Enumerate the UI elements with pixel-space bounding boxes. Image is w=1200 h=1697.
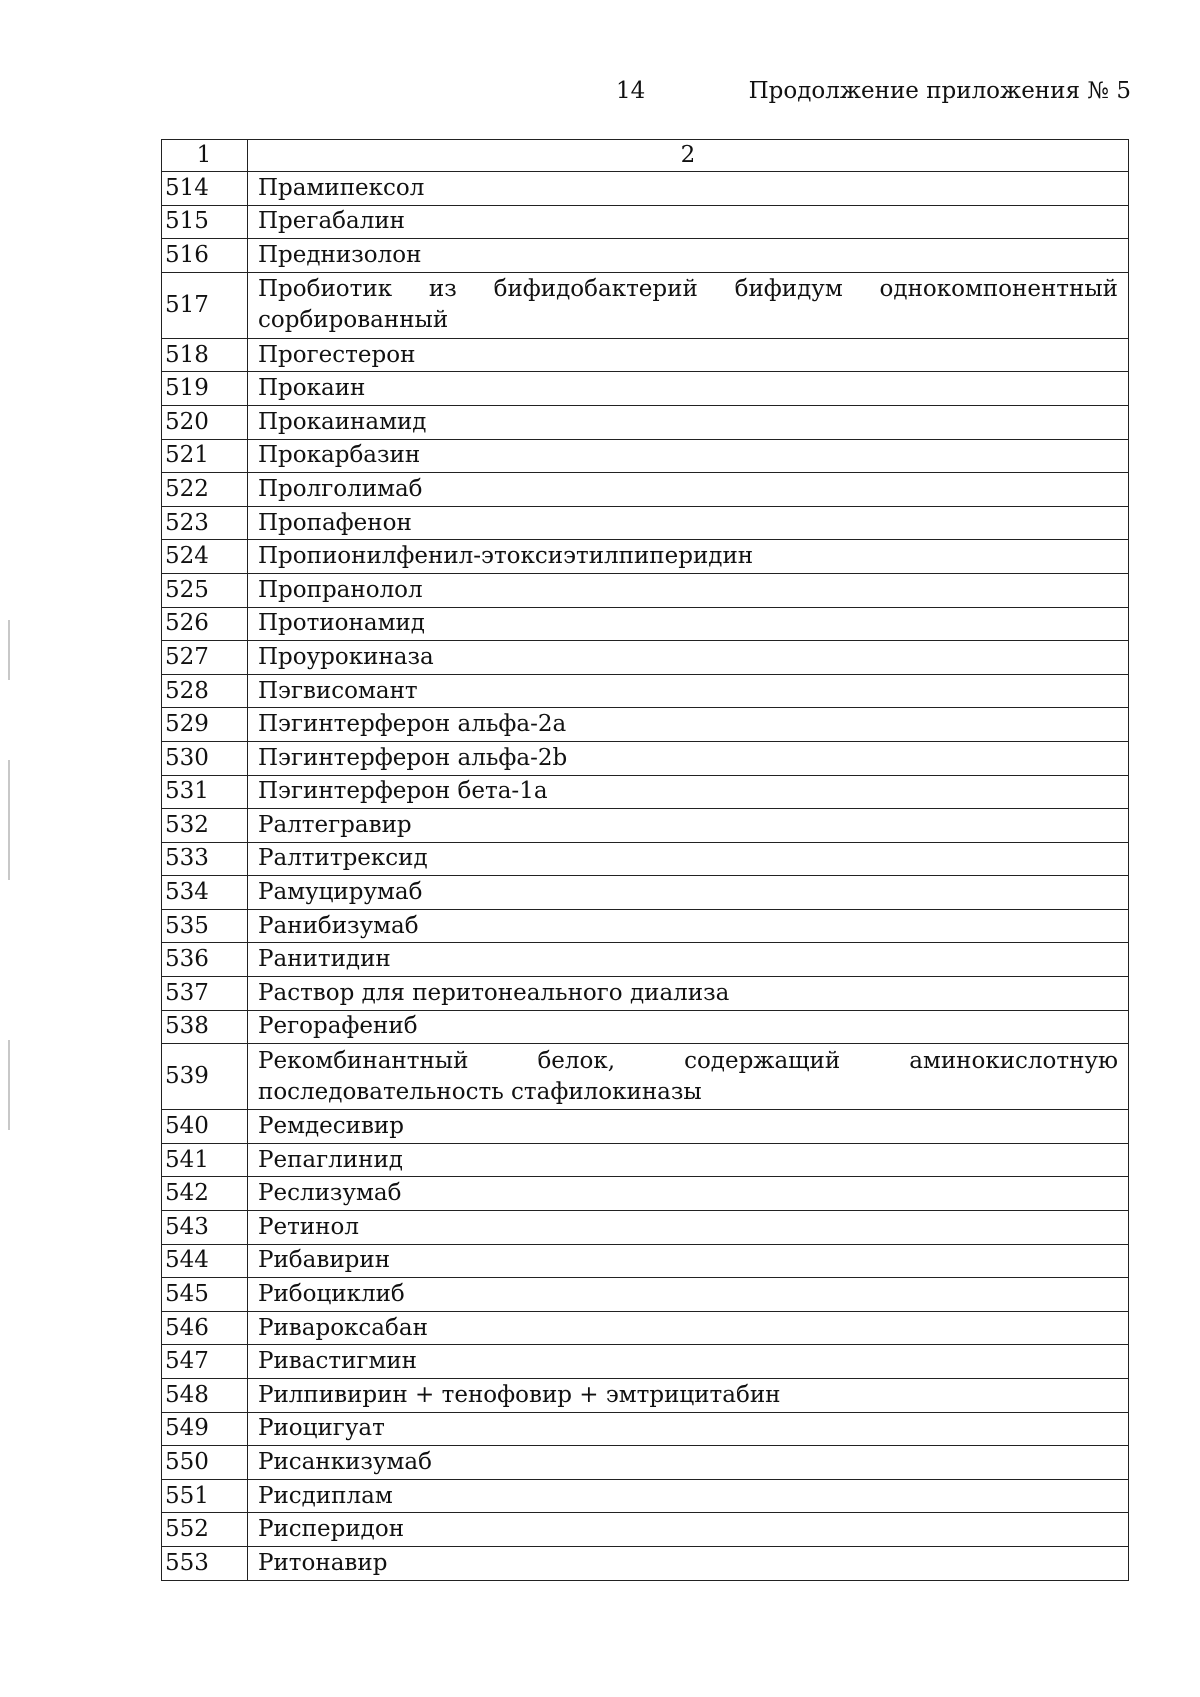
row-number: 530 [162, 741, 248, 775]
table-row [162, 372, 1129, 406]
table-row [162, 205, 1129, 239]
drug-name: Пропранолол [248, 573, 1129, 607]
table-row [162, 1143, 1129, 1177]
drug-name: Прокаинамид [248, 405, 1129, 439]
row-number: 548 [162, 1379, 248, 1413]
column-header-2: 2 [248, 140, 1129, 172]
table-row [162, 272, 1129, 338]
drug-name: Рибавирин [248, 1244, 1129, 1278]
drug-name: Ривароксабан [248, 1311, 1129, 1345]
drug-name: Рибоциклиб [248, 1278, 1129, 1312]
row-number: 539 [162, 1044, 248, 1110]
drug-name: Пропионилфенил-этоксиэтилпиперидин [248, 540, 1129, 574]
drug-name: Ранибизумаб [248, 909, 1129, 943]
table-row [162, 842, 1129, 876]
table-row [162, 573, 1129, 607]
drug-name: Регорафениб [248, 1010, 1129, 1044]
table-row [162, 540, 1129, 574]
row-number: 514 [162, 172, 248, 206]
drug-name: Рилпивирин + тенофовир + эмтрицитабин [248, 1379, 1129, 1413]
drug-name: Реслизумаб [248, 1177, 1129, 1211]
row-number: 545 [162, 1278, 248, 1312]
drug-name: Ритонавир [248, 1546, 1129, 1580]
table-row [162, 876, 1129, 910]
drug-name: Преднизолон [248, 239, 1129, 273]
row-number: 550 [162, 1446, 248, 1480]
row-number: 533 [162, 842, 248, 876]
table-row [162, 775, 1129, 809]
column-header-1: 1 [162, 140, 248, 172]
row-number: 517 [162, 272, 248, 338]
drug-name: Риоцигуат [248, 1412, 1129, 1446]
drug-name: Прегабалин [248, 205, 1129, 239]
table-row [162, 1412, 1129, 1446]
drug-name: Ралтегравир [248, 809, 1129, 843]
page-number: 14 [616, 78, 646, 104]
drug-name: Пэгинтерферон бета-1a [248, 775, 1129, 809]
drug-name: Ретинол [248, 1211, 1129, 1245]
drug-name: Прокарбазин [248, 439, 1129, 473]
row-number: 529 [162, 708, 248, 742]
drug-table [161, 139, 1129, 1581]
row-number: 536 [162, 943, 248, 977]
row-number: 532 [162, 809, 248, 843]
table-row [162, 1311, 1129, 1345]
row-number: 547 [162, 1345, 248, 1379]
drug-name: Протионамид [248, 607, 1129, 641]
table-row [162, 674, 1129, 708]
row-number: 518 [162, 338, 248, 372]
row-number: 520 [162, 405, 248, 439]
page-header [0, 78, 1200, 114]
table-row [162, 1211, 1129, 1245]
table-row [162, 405, 1129, 439]
row-number: 531 [162, 775, 248, 809]
drug-name: Рисперидон [248, 1513, 1129, 1547]
drug-name: Пролголимаб [248, 473, 1129, 507]
table-row [162, 172, 1129, 206]
row-number: 524 [162, 540, 248, 574]
row-number: 534 [162, 876, 248, 910]
row-number: 540 [162, 1110, 248, 1144]
row-number: 528 [162, 674, 248, 708]
row-number: 551 [162, 1479, 248, 1513]
table-row [162, 943, 1129, 977]
drug-name: Прокаин [248, 372, 1129, 406]
table-row [162, 1010, 1129, 1044]
table-row [162, 506, 1129, 540]
table-row [162, 439, 1129, 473]
table-row [162, 338, 1129, 372]
drug-name: Ралтитрексид [248, 842, 1129, 876]
row-number: 535 [162, 909, 248, 943]
table-row [162, 1244, 1129, 1278]
table-row [162, 977, 1129, 1011]
row-number: 552 [162, 1513, 248, 1547]
table-row [162, 473, 1129, 507]
row-number: 541 [162, 1143, 248, 1177]
drug-name: Ремдесивир [248, 1110, 1129, 1144]
row-number: 525 [162, 573, 248, 607]
drug-name: Рисдиплам [248, 1479, 1129, 1513]
table-body [162, 172, 1129, 1581]
drug-name: Прогестерон [248, 338, 1129, 372]
row-number: 527 [162, 641, 248, 675]
row-number: 521 [162, 439, 248, 473]
drug-name: Репаглинид [248, 1143, 1129, 1177]
table-row [162, 239, 1129, 273]
table-row [162, 809, 1129, 843]
drug-name: Пропафенон [248, 506, 1129, 540]
row-number: 522 [162, 473, 248, 507]
table-row [162, 641, 1129, 675]
drug-name: Пэгинтерферон альфа-2b [248, 741, 1129, 775]
table-row [162, 1177, 1129, 1211]
drug-name: Рисанкизумаб [248, 1446, 1129, 1480]
drug-name: Рамуцирумаб [248, 876, 1129, 910]
drug-name: Проурокиназа [248, 641, 1129, 675]
row-number: 523 [162, 506, 248, 540]
scan-edge-mark [8, 620, 10, 680]
table-row [162, 1513, 1129, 1547]
row-number: 537 [162, 977, 248, 1011]
scan-edge-mark [8, 760, 10, 880]
table-row [162, 1546, 1129, 1580]
row-number: 553 [162, 1546, 248, 1580]
table-row [162, 1446, 1129, 1480]
table-row [162, 1379, 1129, 1413]
drug-name: Прамипексол [248, 172, 1129, 206]
row-number: 515 [162, 205, 248, 239]
table-header-row [162, 140, 1129, 172]
table-row [162, 1479, 1129, 1513]
table-row [162, 1345, 1129, 1379]
continuation-title: Продолжение приложения № 5 [748, 78, 1131, 104]
drug-name: Пэгвисомант [248, 674, 1129, 708]
row-number: 542 [162, 1177, 248, 1211]
row-number: 543 [162, 1211, 248, 1245]
drug-name: Раствор для перитонеального диализа [248, 977, 1129, 1011]
drug-name: Рекомбинантный белок, содержащий аминокислотную последовательность стафилокиназы [248, 1044, 1129, 1110]
table-row [162, 1110, 1129, 1144]
row-number: 546 [162, 1311, 248, 1345]
drug-name: Пробиотик из бифидобактерий бифидум однокомпонентный сорбированный [248, 272, 1129, 338]
row-number: 519 [162, 372, 248, 406]
drug-name: Ранитидин [248, 943, 1129, 977]
table-row [162, 607, 1129, 641]
table-row [162, 708, 1129, 742]
table-row [162, 741, 1129, 775]
scan-edge-mark [8, 1040, 10, 1130]
table-row [162, 909, 1129, 943]
row-number: 549 [162, 1412, 248, 1446]
row-number: 544 [162, 1244, 248, 1278]
table-row [162, 1278, 1129, 1312]
row-number: 538 [162, 1010, 248, 1044]
drug-name: Пэгинтерферон альфа-2a [248, 708, 1129, 742]
table-row [162, 1044, 1129, 1110]
row-number: 526 [162, 607, 248, 641]
drug-name: Ривастигмин [248, 1345, 1129, 1379]
row-number: 516 [162, 239, 248, 273]
